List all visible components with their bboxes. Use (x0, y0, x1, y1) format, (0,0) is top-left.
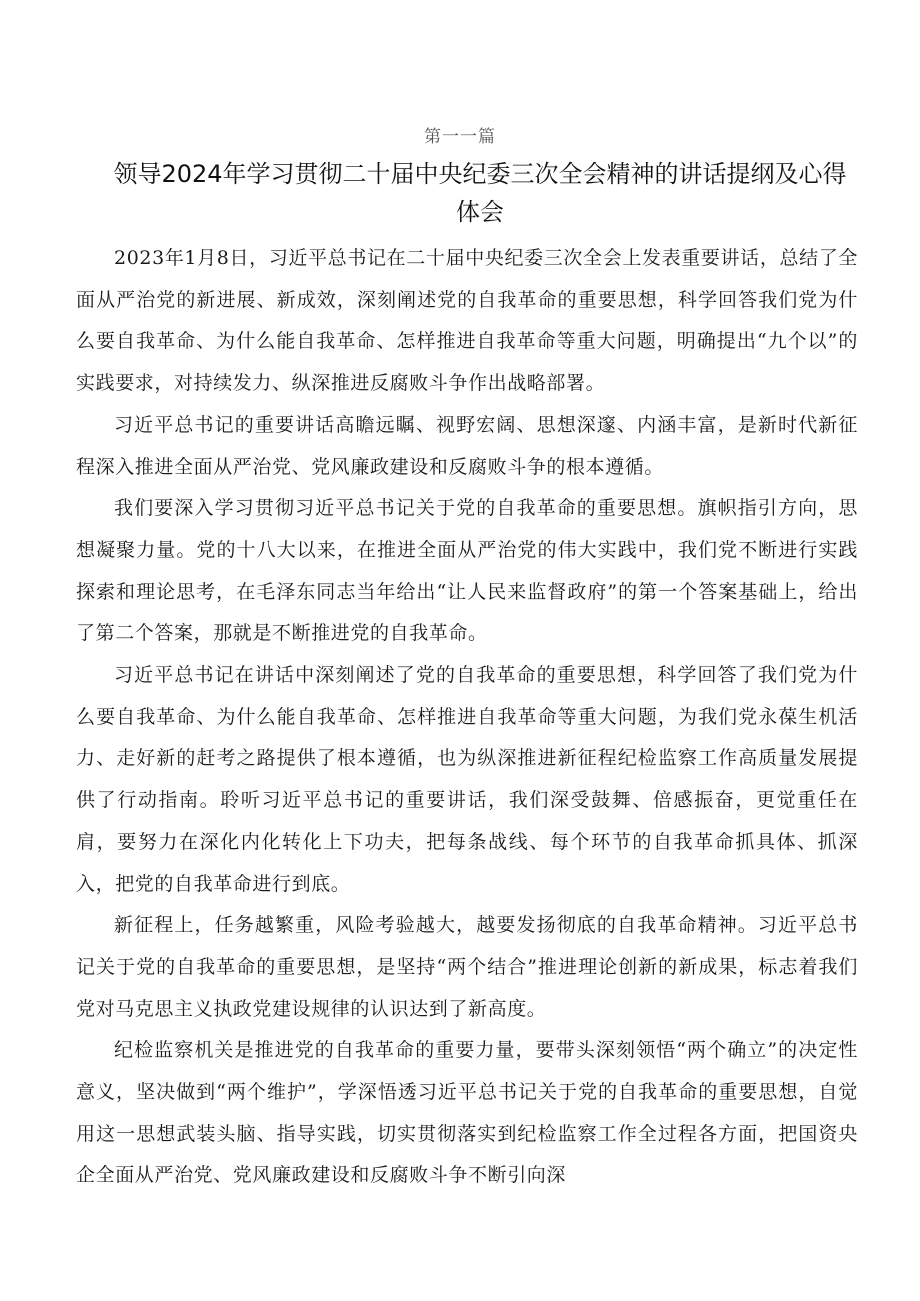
paragraph-6: 纪检监察机关是推进党的自我革命的重要力量，要带头深刻领悟“两个确立”的决定性意义，坚决做到“两个维护”，学深悟透习近平总书记关于党的自我革命的重要思想，自觉用这一思想武装头脑、指导实践，切实贯彻落实到纪检监察工作全过程各方面，把国资央企全面从严治党、党风廉政建设和反腐败斗争不断引向深 (76, 1039, 858, 1187)
document-body (76, 238, 858, 1197)
paragraph-2: 习近平总书记的重要讲话高瞻远瞩、视野宏阔、思想深邃、内涵丰富，是新时代新征程深入推进全面从严治党、党风廉政建设和反腐败斗争的根本遵循。 (76, 413, 858, 478)
paragraph-5: 新征程上，任务越繁重，风险考验越大，越要发扬彻底的自我革命精神。习近平总书记关于党的自我革命的重要思想，是坚持“两个结合”推进理论创新的新成果，标志着我们党对马克思主义执政党建设规律的认识达到了新高度。 (76, 914, 858, 1020)
document-title: 领导2024年学习贯彻二十届中央纪委三次全会精神的讲话提纲及心得体会 (113, 160, 847, 226)
paragraph-3: 我们要深入学习贯彻习近平总书记关于党的自我革命的重要思想。旗帜指引方向，思想凝聚力量。党的十八大以来，在推进全面从严治党的伟大实践中，我们党不断进行实践探索和理论思考，在毛泽东同志当年给出“让人民来监督政府”的第一个答案基础上，给出了第二个答案，那就是不断推进党的自我革命。 (76, 497, 858, 645)
paragraph-1: 2023年1月8日，习近平总书记在二十届中央纪委三次全会上发表重要讲话，总结了全面从严治党的新进展、新成效，深刻阐述党的自我革命的重要思想，科学回答我们党为什么要自我革命、为什么能自我革命、怎样推进自我革命等重大问题，明确提出“九个以”的实践要求，对持续发力、纵深推进反腐败斗争作出战略部署。 (76, 247, 858, 395)
paragraph-4: 习近平总书记在讲话中深刻阐述了党的自我革命的重要思想，科学回答了我们党为什么要自我革命、为什么能自我革命、怎样推进自我革命等重大问题，为我们党永葆生机活力、走好新的赶考之路提供了根本遵循，也为纵深推进新征程纪检监察工作高质量发展提供了行动指南。聆听习近平总书记的重要讲话，我们深受鼓舞、倍感振奋，更觉重任在肩，要努力在深化内化转化上下功夫，把每条战线、每个环节的自我革命抓具体、抓深入，把党的自我革命进行到底。 (76, 664, 858, 895)
section-label: 第一一篇 (424, 127, 496, 147)
